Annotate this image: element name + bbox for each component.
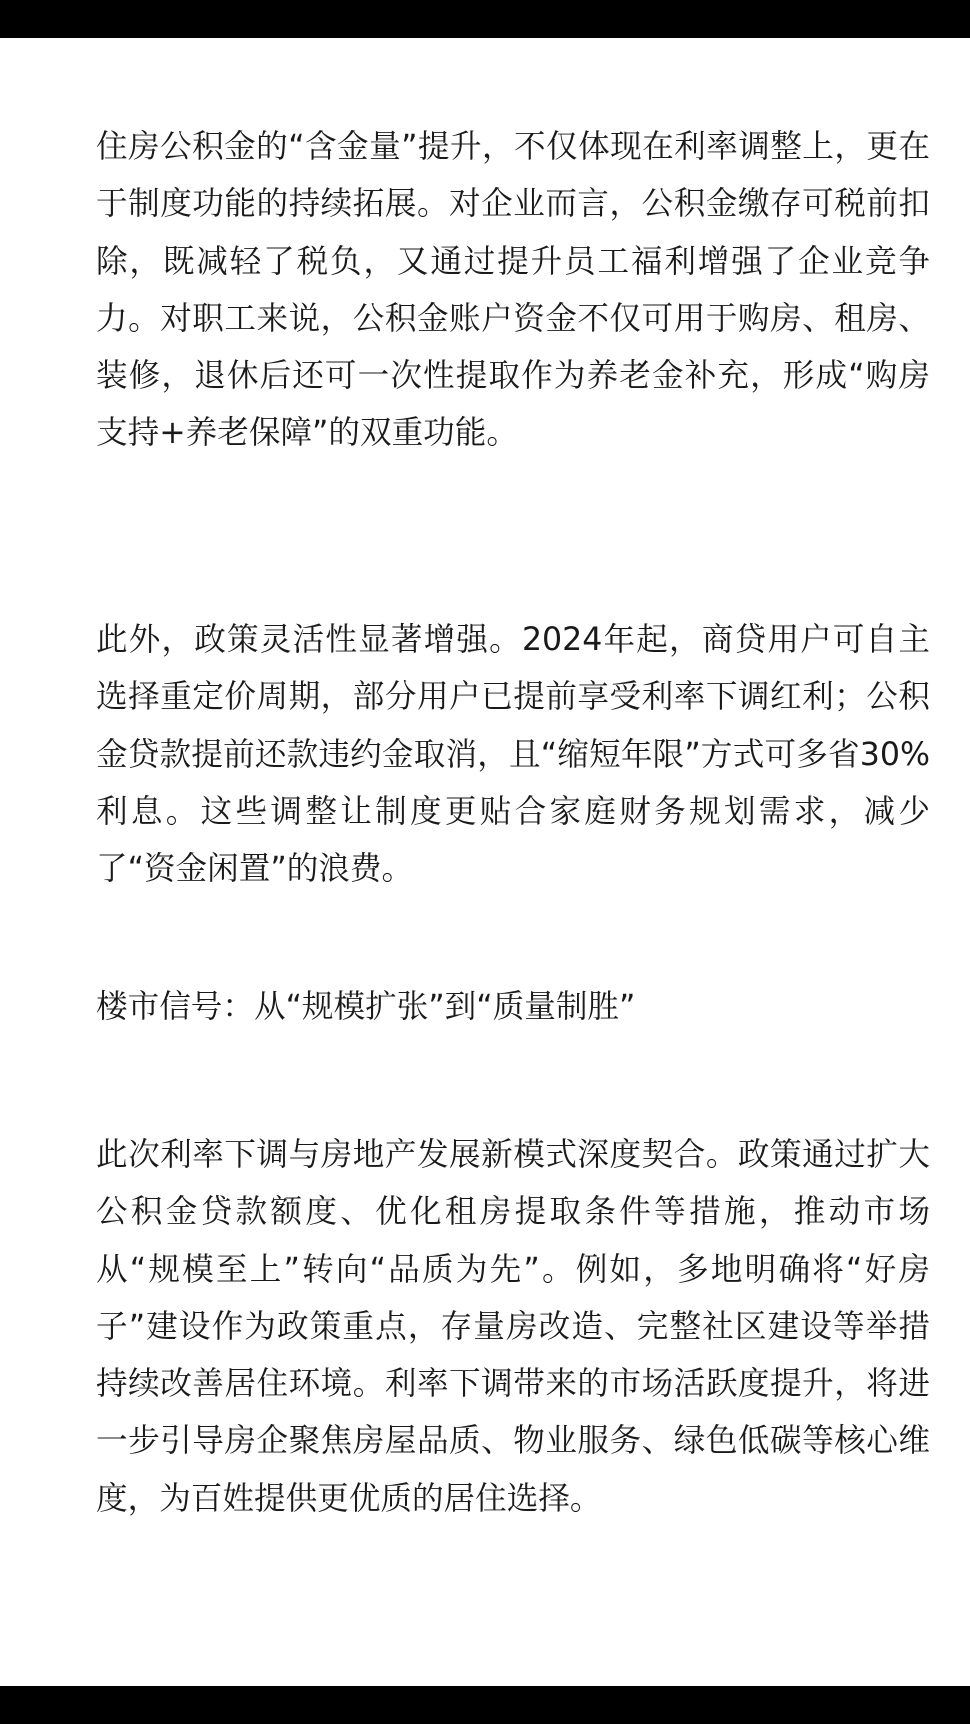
paragraph-policy-flexibility: 此外，政策灵活性显著增强。2024年起，商贷用户可自主选择重定价周期，部分用户已提前享受利率下调红利；公积金贷款提前还款违约金取消，且“缩短年限”方式可多省30%利息。这些调整让制度更贴合家庭财务规划需求，减少了“资金闲置”的浪费。 [96,622,930,888]
section-heading: 楼市信号：从“规模扩张”到“质量制胜” [96,989,636,1025]
paragraph-new-development-model: 此次利率下调与房地产发展新模式深度契合。政策通过扩大公积金贷款额度、优化租房提取条件等措施，推动市场从“规模至上”转向“品质为先”。例如，多地明确将“好房子”建设作为政策重点，存量房改造、完整社区建设等举措持续改善居住环境。利率下调带来的市场活跃度提升，将进一步引导房企聚焦房屋品质、物业服务、绿色低碳等核心维度，为百姓提供更优质的居住选择。 [96,1137,930,1517]
bottom-black-bar [0,1686,970,1724]
article-page [0,38,970,1686]
paragraph-housing-fund-value: 住房公积金的“含金量”提升，不仅体现在利率调整上，更在于制度功能的持续拓展。对企业而言，公积金缴存可税前扣除，既减轻了税负，又通过提升员工福利增强了企业竞争力。对职工来说，公积金账户资金不仅可用于购房、租房、装修，退休后还可一次性提取作为养老金补充，形成“购房支持+养老保障”的双重功能。 [96,129,930,452]
top-black-bar [0,0,970,38]
